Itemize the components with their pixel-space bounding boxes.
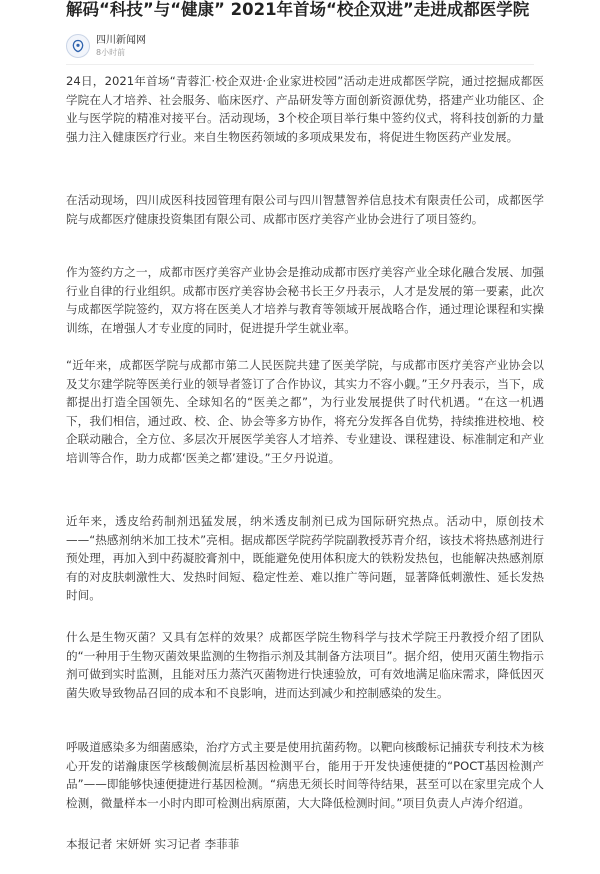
news-source-avatar-icon[interactable] — [66, 34, 90, 58]
avatar-glyph-icon — [71, 39, 85, 53]
source-meta — [96, 34, 146, 58]
article-paragraph-5: 近年来，透皮给药制剂迅猛发展，纳米透皮制剂已成为国际研究热点。活动中，原创技术——“热感剂纳米加工技术”亮相。据成都医学院药学院副教授苏青介绍，该技术将热感剂进行预处理，再加入到中药凝胶膏剂中，既能避免使用体积庞大的铁粉发热包，也能解决热感剂原有的对皮肤刺激性大、发热时间短、稳定性差、难以推广等问题，显著降低刺激性、延长发热时间。 — [66, 514, 544, 603]
article-paragraph-7: 呼吸道感染多为细菌感染，治疗方式主要是使用抗菌药物。以靶向核酸标记捕获专利技术为核心开发的诺瀚康医学核酸侧流层析基因检测平台，能用于开发快速便捷的“POCT基因检测产品”——即能够快速便捷进行基因检测。“病患无须长时间等待结果，甚至可以在家里完成个人检测，微量样本一小时内即可检测出病原菌，大大降低检测时间。”项目负责人卢涛介绍道。 — [66, 740, 544, 810]
publish-time: 8小时前 — [96, 48, 126, 57]
article-paragraph-2: 在活动现场，四川成医科技园管理有限公司与四川智慧智养信息技术有限责任公司，成都医学院与成都医疗健康投资集团有限公司、成都市医疗美容产业协会进行了项目签约。 — [66, 193, 544, 226]
article-paragraph-3: 作为签约方之一，成都市医疗美容产业协会是推动成都市医疗美容产业全球化融合发展、加强行业自律的行业组织。成都市医疗美容协会秘书长王夕丹表示，人才是发展的第一要素，此次与成都医学院签约，双方将在医美人才培养与教育等领域开展战略合作，通过理论课程和实操训练，在增强人才专业度的同时，促进提升学生就业率。 — [66, 265, 544, 335]
source-info[interactable] — [66, 32, 146, 60]
source-name[interactable]: 四川新闻网 — [96, 35, 146, 46]
article-paragraph-4: “近年来，成都医学院与成都市第二人民医院共建了医美学院，与成都市医疗美容产业协会以及艾尔建学院等医美行业的领导者签订了合作协议，其实力不容小觑。”王夕丹表示，当下，成都提出打造全国领先、全球知名的“医美之都”，为行业发展提供了时代机遇。“在这一机遇下，我们相信，通过政、校、企、协会等多方协作，将充分发挥各自优势，持续推进校地、校企联动融合，全方位、多层次开展医学美容人才培养、专业建设、课程建设、标准制定和产业培训等合作，助力成都‘医美之都’建设。”王夕丹说道。 — [66, 358, 544, 465]
header-divider — [66, 64, 534, 65]
article-paragraph-1: 24日，2021年首场“青蓉汇·校企双进·企业家进校园”活动走进成都医学院，通过挖掘成都医学院在人才培养、社会服务、临床医疗、产品研发等方面创新资源优势，搭建产业功能区、企业与医学院的精准对接平台。活动现场，3个校企项目举行集中签约仪式，将科技创新的力量强力注入健康医疗行业。来自生物医药领域的多项成果发布，将促进生物医药产业发展。 — [66, 74, 544, 144]
reporter-byline: 本报记者 宋妍妍 实习记者 李菲菲 — [66, 837, 240, 851]
article-paragraph-6: 什么是生物灭菌？又具有怎样的效果？成都医学院生物科学与技术学院王丹教授介绍了团队的“一种用于生物灭菌效果监测的生物指示剂及其制备方法项目”。据介绍，使用灭菌生物指示剂可做到实时监测，且能对压力蒸汽灭菌物进行快速验放，可有效地满足临床需求，降低因灭菌失败导致物品召回的成本和不良影响，进而达到减少和控制感染的发生。 — [66, 630, 544, 700]
article-title: 解码“科技”与“健康” 2021年首场“校企双进”走进成都医学院 — [66, 0, 530, 19]
